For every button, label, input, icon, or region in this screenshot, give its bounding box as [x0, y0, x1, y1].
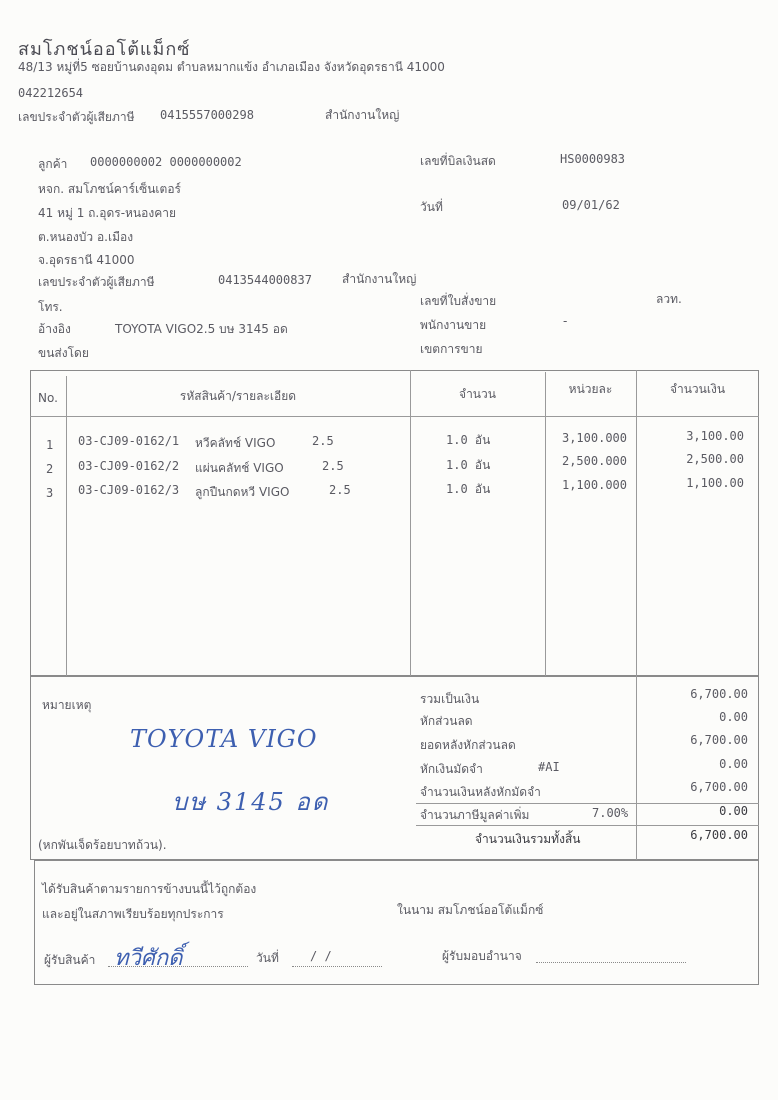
table-row-desc: หวีคลัทช์ VIGO	[195, 436, 276, 450]
receipt-confirmation-line-1: ได้รับสินค้าตามรายการข้างบนนี้ไว้ถูกต้อง	[42, 882, 257, 896]
header-unit-price: หน่วยละ	[568, 382, 613, 396]
company-phone: 042212654	[18, 86, 84, 100]
subtotal-value: 6,700.00	[690, 687, 748, 701]
after-discount-value: 6,700.00	[690, 733, 748, 747]
reference-value: TOYOTA VIGO2.5 บษ 3145 อด	[115, 322, 288, 336]
vat-rate: 7.00%	[592, 806, 629, 820]
sales-zone-label: เขตการขาย	[420, 342, 483, 356]
grand-total-label: จำนวนเงินรวมทั้งสิ้น	[475, 832, 581, 846]
table-row-qty: 1.0 อัน	[446, 482, 491, 496]
amount-in-words: (หกพันเจ็ดร้อยบาทถ้วน).	[38, 838, 167, 852]
table-row-qty: 1.0 อัน	[446, 458, 491, 472]
customer-phone-label: โทร.	[38, 300, 63, 314]
table-row-amount: 1,100.00	[686, 476, 744, 490]
header-quantity: จำนวน	[459, 387, 496, 401]
customer-address-3: จ.อุดรธานี 41000	[38, 253, 135, 267]
receipt-confirmation-line-2: และอยู่ในสภาพเรียบร้อยทุกประการ	[42, 907, 224, 921]
grand-total-value: 6,700.00	[690, 828, 748, 842]
table-row-desc: แผ่นคลัทช์ VIGO	[195, 461, 284, 475]
company-address: 48/13 หมู่ที่5 ซอยบ้านดงอุดม ตำบลหมากแข้ง อำเภอเมือง จังหวัดอุดรธานี 41000	[18, 60, 445, 74]
receiver-label: ผู้รับสินค้า	[44, 953, 96, 967]
reference-label: อ้างอิง	[38, 322, 71, 336]
table-row-no: 1	[46, 438, 54, 452]
bill-date-label: วันที่	[420, 200, 443, 214]
customer-branch: สำนักงานใหญ่	[342, 272, 417, 286]
customer-name: หจก. สมโภชน์คาร์เซ็นเตอร์	[38, 182, 181, 196]
salesperson-label: พนักงานขาย	[420, 318, 487, 332]
table-row-qty: 1.0 อัน	[446, 433, 491, 447]
receive-date-value: / /	[310, 949, 332, 963]
company-tax-id: 0415557000298	[160, 108, 254, 122]
table-row-unit: 1,100.000	[561, 478, 627, 492]
sales-order-value: ลวท.	[656, 292, 682, 306]
table-row-no: 2	[46, 462, 54, 476]
after-deposit-value: 6,700.00	[690, 780, 748, 794]
after-discount-label: ยอดหลังหักส่วนลด	[420, 738, 516, 752]
vat-value: 0.00	[719, 804, 748, 818]
after-deposit-label: จำนวนเงินหลังหักมัดจำ	[420, 785, 541, 799]
vat-label: จำนวนภาษีมูลค่าเพิ่ม	[420, 808, 530, 822]
discount-value: 0.00	[719, 710, 748, 724]
table-row-spec: 2.5	[322, 459, 344, 473]
sales-order-label: เลขที่ใบสั่งขาย	[420, 294, 497, 308]
table-row-code: 03-CJ09-0162/2	[78, 459, 180, 473]
remarks-label: หมายเหตุ	[42, 698, 92, 712]
customer-address-1: 41 หมู่ 1 ถ.อุดร-หนองคาย	[38, 206, 176, 220]
table-row-amount: 3,100.00	[686, 429, 744, 443]
customer-codes: 0000000002 0000000002	[90, 155, 242, 169]
table-row-spec: 2.5	[329, 483, 351, 497]
discount-label: หักส่วนลด	[420, 714, 473, 728]
authorized-signer-label: ผู้รับมอบอำนาจ	[442, 949, 522, 963]
deposit-label: หักเงินมัดจำ	[420, 762, 483, 776]
bill-number: HS0000983	[560, 152, 626, 166]
company-tax-label: เลขประจำตัวผู้เสียภาษี	[18, 110, 135, 124]
deposit-code: #AI	[538, 760, 560, 774]
bill-number-label: เลขที่บิลเงินสด	[420, 154, 496, 168]
deposit-value: 0.00	[719, 757, 748, 771]
table-row-code: 03-CJ09-0162/1	[78, 434, 180, 448]
company-branch: สำนักงานใหญ่	[325, 108, 400, 122]
customer-label: ลูกค้า	[38, 157, 68, 171]
company-name: สมโภชน์ออโต้แม็กซ์	[18, 39, 191, 60]
table-row-desc: ลูกปืนกดหวี VIGO	[195, 485, 290, 499]
table-row-no: 3	[46, 486, 54, 500]
receive-date-label: วันที่	[256, 951, 279, 965]
remarks-handwriting-plate: บษ 3145 อด	[172, 788, 330, 816]
salesperson-value: -	[563, 314, 568, 328]
on-behalf-of: ในนาม สมโภชน์ออโต้แม็กซ์	[397, 903, 544, 917]
remarks-handwriting-vehicle: TOYOTA VIGO	[130, 725, 318, 753]
customer-address-2: ต.หนองบัว อ.เมือง	[38, 230, 134, 244]
shipping-label: ขนส่งโดย	[38, 346, 89, 360]
table-row-code: 03-CJ09-0162/3	[78, 483, 180, 497]
header-description: รหัสสินค้า/รายละเอียด	[179, 389, 297, 403]
table-row-unit: 3,100.000	[561, 431, 627, 445]
customer-tax-label: เลขประจำตัวผู้เสียภาษี	[38, 275, 155, 289]
customer-tax-id: 0413544000837	[218, 273, 312, 287]
receiver-signature: ทวีศักดิ์	[114, 946, 183, 971]
table-row-amount: 2,500.00	[686, 452, 744, 466]
subtotal-label: รวมเป็นเงิน	[420, 692, 480, 706]
table-row-spec: 2.5	[312, 434, 334, 448]
header-amount: จำนวนเงิน	[669, 382, 726, 396]
header-no: No.	[38, 391, 58, 405]
bill-date: 09/01/62	[562, 198, 620, 212]
table-row-unit: 2,500.000	[561, 454, 627, 468]
